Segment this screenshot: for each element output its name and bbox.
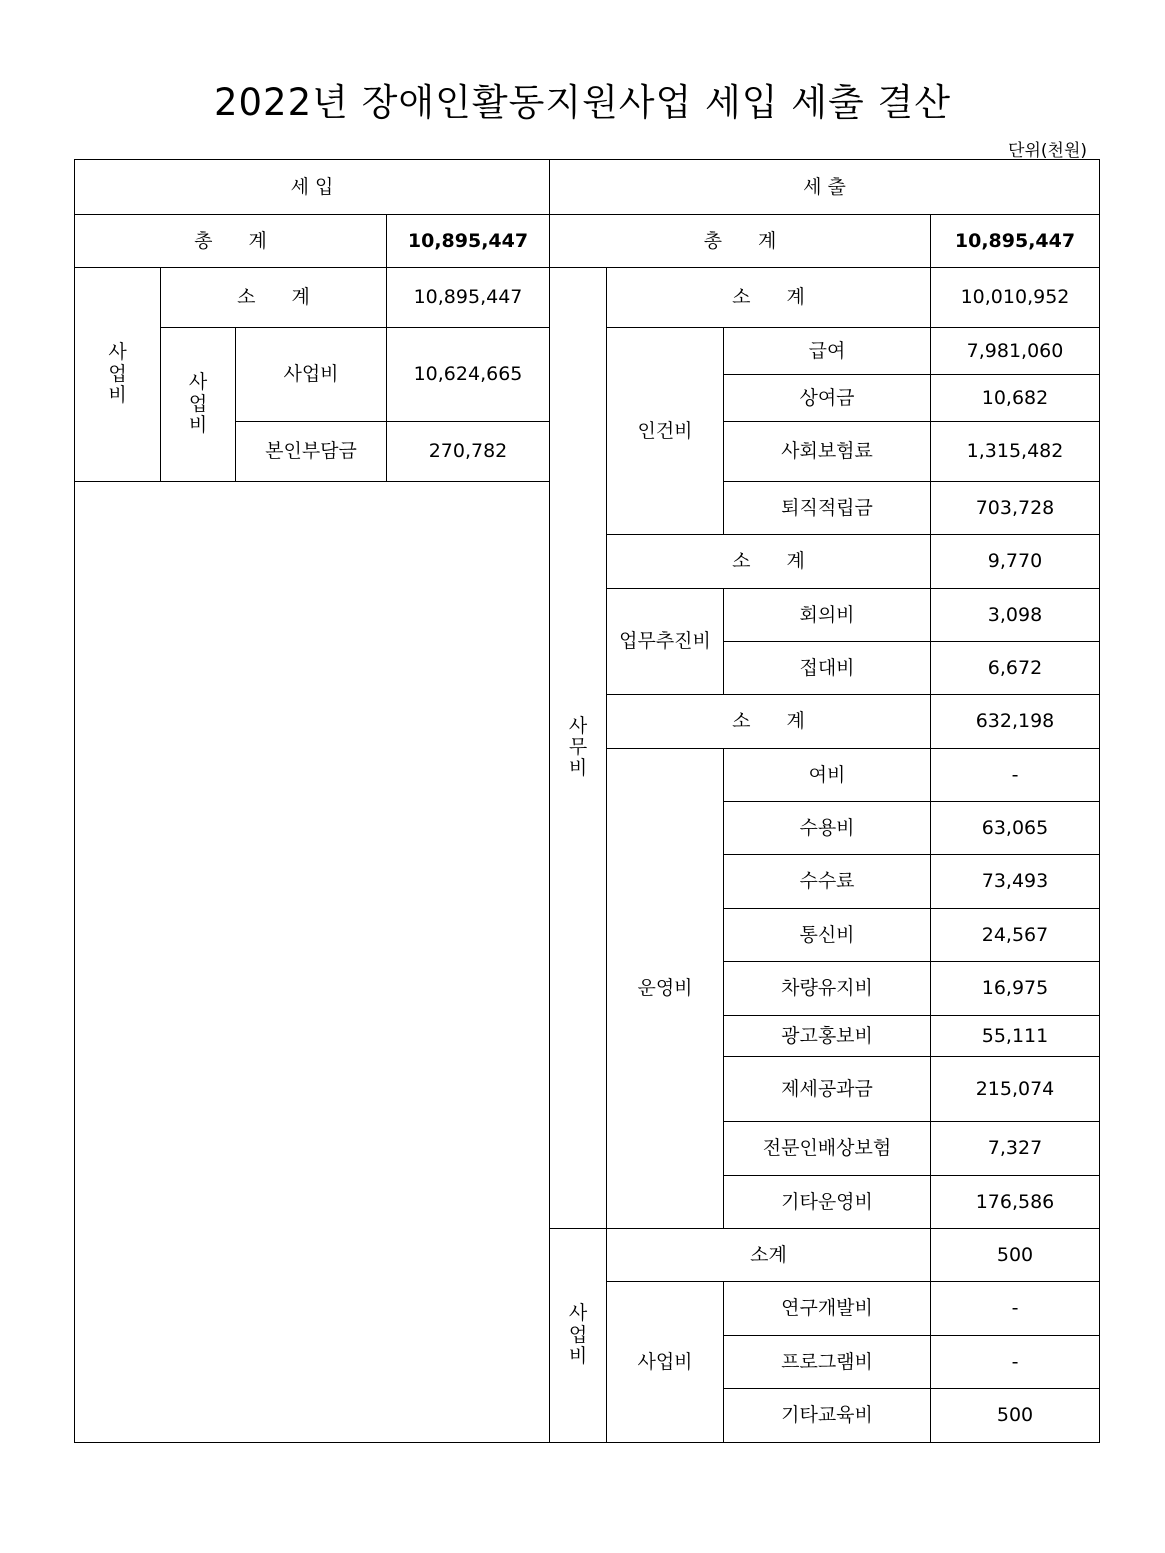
project-group-label: 사업비 [607, 1282, 724, 1443]
revenue-subgroup-label: 사업비 [161, 328, 236, 482]
project-expense-label: 사업비 [550, 1229, 607, 1443]
expense-item-value: 73,493 [931, 855, 1100, 909]
expense-item-value: 24,567 [931, 909, 1100, 962]
page-title: 2022년 장애인활동지원사업 세입 세출 결산 [213, 81, 952, 124]
expense-item-value: 703,728 [931, 482, 1100, 535]
expenditure-total-value: 10,895,447 [931, 215, 1100, 268]
revenue-item-value: 270,782 [387, 422, 550, 482]
table-row [75, 268, 1100, 328]
expense-item-value: 10,682 [931, 375, 1100, 422]
revenue-subtotal-value: 10,895,447 [387, 268, 550, 328]
expense-item-value: 7,327 [931, 1122, 1100, 1176]
revenue-section-label: 사업비 [75, 268, 161, 482]
expense-item-value: 215,074 [931, 1057, 1100, 1122]
expense-item-value: 16,975 [931, 962, 1100, 1016]
expense-item-label: 회의비 [724, 589, 931, 642]
expense-item-value: 176,586 [931, 1176, 1100, 1229]
expense-item-value: 55,111 [931, 1016, 1100, 1057]
personnel-subtotal-value: 10,010,952 [931, 268, 1100, 328]
expense-item-label: 기타교육비 [724, 1389, 931, 1443]
expense-item-label: 광고홍보비 [724, 1016, 931, 1057]
operation-subtotal-value: 632,198 [931, 695, 1100, 749]
expense-item-value: 6,672 [931, 642, 1100, 695]
expense-item-label: 수수료 [724, 855, 931, 909]
revenue-subtotal-label: 소 계 [161, 268, 387, 328]
operation-subtotal-label: 소 계 [607, 695, 931, 749]
business-subtotal-label: 소 계 [607, 535, 931, 589]
operation-label: 운영비 [607, 749, 724, 1229]
expense-item-label: 연구개발비 [724, 1282, 931, 1336]
business-subtotal-value: 9,770 [931, 535, 1100, 589]
expense-item-label: 통신비 [724, 909, 931, 962]
grand-total-row [75, 215, 1100, 268]
business-label: 업무추진비 [607, 589, 724, 695]
expense-item-value: - [931, 1336, 1100, 1389]
expense-item-label: 퇴직적립금 [724, 482, 931, 535]
header-row [75, 160, 1100, 215]
expense-item-label: 기타운영비 [724, 1176, 931, 1229]
settlement-table [74, 159, 1100, 1443]
expense-item-label: 상여금 [724, 375, 931, 422]
expense-item-label: 수용비 [724, 802, 931, 855]
empty-revenue-area [75, 482, 550, 1443]
office-expense-label: 사무비 [550, 268, 607, 1229]
personnel-label: 인건비 [607, 328, 724, 535]
expense-item-value: - [931, 749, 1100, 802]
project-subtotal-label: 소계 [607, 1229, 931, 1282]
revenue-header: 세 입 [75, 160, 550, 215]
expense-item-label: 사회보험료 [724, 422, 931, 482]
unit-label: 단위(천원) [1008, 141, 1087, 161]
expense-item-label: 접대비 [724, 642, 931, 695]
expenditure-header: 세 출 [550, 160, 1100, 215]
expense-item-label: 제세공과금 [724, 1057, 931, 1122]
expense-item-label: 전문인배상보험 [724, 1122, 931, 1176]
revenue-item-value: 10,624,665 [387, 328, 550, 422]
expense-item-value: 1,315,482 [931, 422, 1100, 482]
revenue-total-label: 총 계 [75, 215, 387, 268]
revenue-item-label: 본인부담금 [236, 422, 387, 482]
expense-item-value: 3,098 [931, 589, 1100, 642]
personnel-subtotal-label: 소 계 [607, 268, 931, 328]
expense-item-label: 여비 [724, 749, 931, 802]
expenditure-total-label: 총 계 [550, 215, 931, 268]
expense-item-label: 차량유지비 [724, 962, 931, 1016]
expense-item-value: 63,065 [931, 802, 1100, 855]
project-subtotal-value: 500 [931, 1229, 1100, 1282]
revenue-item-label: 사업비 [236, 328, 387, 422]
expense-item-label: 프로그램비 [724, 1336, 931, 1389]
expense-item-value: - [931, 1282, 1100, 1336]
expense-item-value: 500 [931, 1389, 1100, 1443]
expense-item-value: 7,981,060 [931, 328, 1100, 375]
expense-item-label: 급여 [724, 328, 931, 375]
revenue-total-value: 10,895,447 [387, 215, 550, 268]
